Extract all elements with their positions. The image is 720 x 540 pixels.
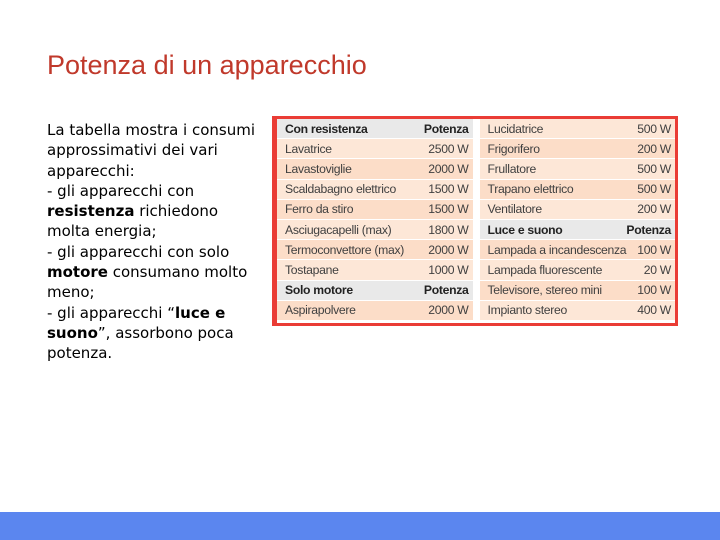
table-row xyxy=(480,281,676,301)
p3-bold: luce e suono xyxy=(47,303,226,342)
table-cell-value: 2000 W xyxy=(428,303,469,318)
power-table xyxy=(272,116,678,326)
table-row xyxy=(277,139,473,159)
table-cell-value: 1800 W xyxy=(428,222,469,237)
table-cell-value: 200 W xyxy=(637,141,671,156)
table-cell-value: 2000 W xyxy=(428,161,469,176)
table-column-left xyxy=(277,119,476,323)
table-cell-value: 1000 W xyxy=(428,262,469,277)
table-cell-value: 500 W xyxy=(637,182,671,197)
table-cell-name: Aspirapolvere xyxy=(285,303,356,318)
table-column-right xyxy=(480,119,676,323)
table-cell-value: 2500 W xyxy=(428,141,469,156)
table-cell-name: Termoconvettore (max) xyxy=(285,242,404,257)
table-cell-name: Trapano elettrico xyxy=(487,182,574,197)
table-cell-value: 500 W xyxy=(637,161,671,176)
table-row xyxy=(277,240,473,260)
table-cell-name: Scaldabagno elettrico xyxy=(285,182,396,197)
table-header-row xyxy=(277,119,473,139)
table-cell-name: Tostapane xyxy=(285,262,339,277)
table-cell-name: Lucidatrice xyxy=(487,121,544,136)
table-cell-value: Potenza xyxy=(423,283,469,298)
table-cell-value: 100 W xyxy=(637,242,671,257)
table-cell-value: 500 W xyxy=(637,121,671,136)
table-cell-value: 2000 W xyxy=(428,242,469,257)
table-row xyxy=(277,301,473,321)
table-cell-name: Lavatrice xyxy=(285,141,332,156)
p2-text: - gli apparecchi con solo xyxy=(47,242,230,261)
table-header-row xyxy=(277,281,473,301)
table-row xyxy=(277,260,473,280)
p3-text-end: ”, assorbono poca potenza. xyxy=(47,323,234,363)
table-cell-name: Solo motore xyxy=(285,283,353,298)
table-cell-name: Lampada a incandescenza xyxy=(487,242,627,257)
table-cell-name: Frigorifero xyxy=(487,141,540,156)
body-text xyxy=(47,120,262,364)
p2-bold: motore xyxy=(47,263,108,282)
table-cell-value: Potenza xyxy=(423,121,469,136)
p2-text-end: consumano molto meno; xyxy=(47,263,248,302)
table-row xyxy=(480,301,676,321)
p1-bold: resistenza xyxy=(47,202,135,221)
table-cell-name: Lavastoviglie xyxy=(285,161,352,176)
table-row xyxy=(480,180,676,200)
table-cell-name: Con resistenza xyxy=(285,121,368,136)
table-row xyxy=(277,200,473,220)
table-cell-name: Ventilatore xyxy=(487,202,542,217)
table-cell-value: Potenza xyxy=(626,222,671,237)
page-title: Potenza di un apparecchio xyxy=(47,50,367,80)
table-cell-value: 1500 W xyxy=(428,182,469,197)
table-cell-value: 100 W xyxy=(637,283,671,298)
table-cell-name: Luce e suono xyxy=(487,222,563,237)
table-cell-name: Asciugacapelli (max) xyxy=(285,222,392,237)
table-row xyxy=(480,260,676,280)
p1-text: - gli apparecchi con xyxy=(47,181,195,200)
table-cell-name: Televisore, stereo mini xyxy=(487,283,602,298)
power-table-inner xyxy=(277,119,675,323)
table-header-row xyxy=(480,220,676,240)
p1-text-end: richiedono molta energia; xyxy=(47,202,219,241)
table-cell-name: Ferro da stiro xyxy=(285,202,354,217)
bottom-bar xyxy=(0,512,720,540)
table-cell-value: 20 W xyxy=(643,262,671,277)
table-row xyxy=(480,200,676,220)
table-cell-value: 400 W xyxy=(637,303,671,318)
p3-text: - gli apparecchi “ xyxy=(47,303,176,322)
table-row xyxy=(480,159,676,179)
table-cell-name: Impianto stereo xyxy=(487,303,568,318)
table-cell-value: 1500 W xyxy=(428,202,469,217)
table-row xyxy=(480,139,676,159)
table-cell-value: 200 W xyxy=(637,202,671,217)
table-row xyxy=(480,119,676,139)
table-cell-name: Lampada fluorescente xyxy=(487,262,603,277)
table-row xyxy=(277,180,473,200)
table-row xyxy=(277,220,473,240)
table-row xyxy=(277,159,473,179)
table-cell-name: Frullatore xyxy=(487,161,536,176)
table-row xyxy=(480,240,676,260)
intro-text: La tabella mostra i consumi approssimativi dei vari apparecchi: xyxy=(47,121,256,180)
